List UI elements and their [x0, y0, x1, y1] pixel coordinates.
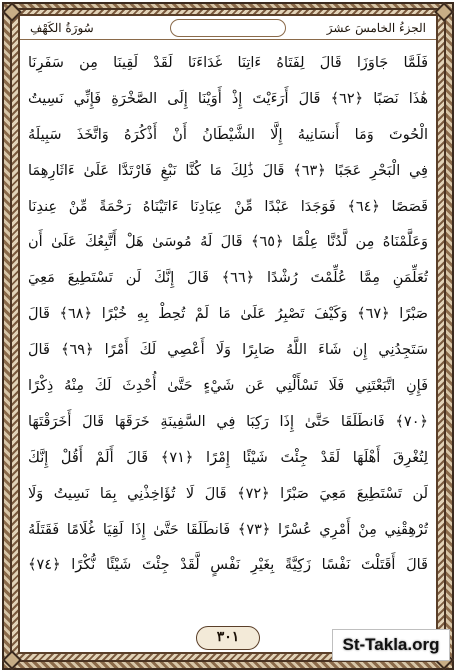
text-line: لَن تَسْتَطِيعَ مَعِيَ صَبْرًا ﴿٧٢﴾ قَالَ لَا تُؤَاخِذْنِي بِمَا نَسِيتُ وَلَا [28, 485, 428, 502]
text-line: سَتَجِدُنِي إِن شَاءَ اللَّهُ صَابِرًا وَلَا أَعْصِي لَكَ أَمْرًا ﴿٦٩﴾ قَالَ [28, 342, 428, 359]
text-line: قَالَ أَقَتَلْتَ نَفْسًا زَكِيَّةً بِغَيْرِ نَفْسٍ لَّقَدْ جِئْتَ شَيْئًا نُّكْرًا ﴿٧٤﴾ [28, 557, 428, 574]
text-line: صَبْرًا ﴿٦٧﴾ وَكَيْفَ تَصْبِرُ عَلَىٰ مَا لَمْ تُحِطْ بِهِ خُبْرًا ﴿٦٨﴾ قَالَ [28, 306, 428, 323]
text-line: تُعَلِّمَنِ مِمَّا عُلِّمْتَ رُشْدًا ﴿٦٦﴾ قَالَ إِنَّكَ لَن تَسْتَطِيعَ مَعِيَ [28, 270, 428, 287]
text-line: فِي الْبَحْرِ عَجَبًا ﴿٦٣﴾ قَالَ ذَٰلِكَ مَا كُنَّا نَبْغِ فَارْتَدَّا عَلَىٰ ءَاثَارِهِمَا [28, 162, 428, 179]
text-line: هَٰذَا نَصَبًا ﴿٦٢﴾ قَالَ أَرَءَيْتَ إِذْ أَوَيْنَا إِلَى الصَّخْرَةِ فَإِنِّي نَسِيتُ [28, 90, 428, 107]
verse-text [28, 46, 428, 621]
text-line: قَصَصًا ﴿٦٤﴾ فَوَجَدَا عَبْدًا مِّنْ عِبَادِنَا ءَاتَيْنَاهُ رَحْمَةً مِّنْ عِندِنَا [28, 198, 428, 215]
text-line: الْحُوتَ وَمَا أَنسَانِيهُ إِلَّا الشَّيْطَانُ أَنْ أَذْكُرَهُ وَاتَّخَذَ سَبِيلَهُ [28, 126, 428, 143]
surah-name: سُورَةُ الكَهْفِ [30, 20, 94, 35]
text-panel [18, 14, 438, 654]
text-line: فَلَمَّا جَاوَزَا قَالَ لِفَتَاهُ ءَاتِنَا غَدَاءَنَا لَقَدْ لَقِينَا مِن سَفَرِنَا [28, 55, 428, 71]
page-header [20, 16, 436, 40]
juz-name: الجزءُ الخامسَ عشرَ [326, 20, 426, 35]
text-line: ﴿٧٠﴾ فَانطَلَقَا حَتَّىٰ إِذَا رَكِبَا فِي السَّفِينَةِ خَرَقَهَا قَالَ أَخَرَقْتَهَا [28, 413, 428, 430]
text-line: تُرْهِقْنِي مِنْ أَمْرِي عُسْرًا ﴿٧٣﴾ فَانطَلَقَا حَتَّىٰ إِذَا لَقِيَا غُلَامًا فَقَتَلَهُ [28, 521, 428, 538]
text-line: فَإِنِ اتَّبَعْتَنِي فَلَا تَسْأَلْنِي عَن شَيْءٍ حَتَّىٰ أُحْدِثَ لَكَ مِنْهُ ذِكْرًا [28, 378, 428, 395]
text-line: وَعَلَّمْنَاهُ مِن لَّدُنَّا عِلْمًا ﴿٦٥﴾ قَالَ لَهُ مُوسَىٰ هَلْ أَتَّبِعُكَ عَلَىٰ أَن [28, 234, 428, 251]
watermark-logo: St-Takla.org [332, 629, 450, 661]
text-line: لِتُغْرِقَ أَهْلَهَا لَقَدْ جِئْتَ شَيْئًا إِمْرًا ﴿٧١﴾ قَالَ أَلَمْ أَقُلْ إِنَّكَ [28, 449, 428, 466]
page-number: ٣٠١ [196, 626, 260, 650]
header-ornament [170, 19, 286, 37]
